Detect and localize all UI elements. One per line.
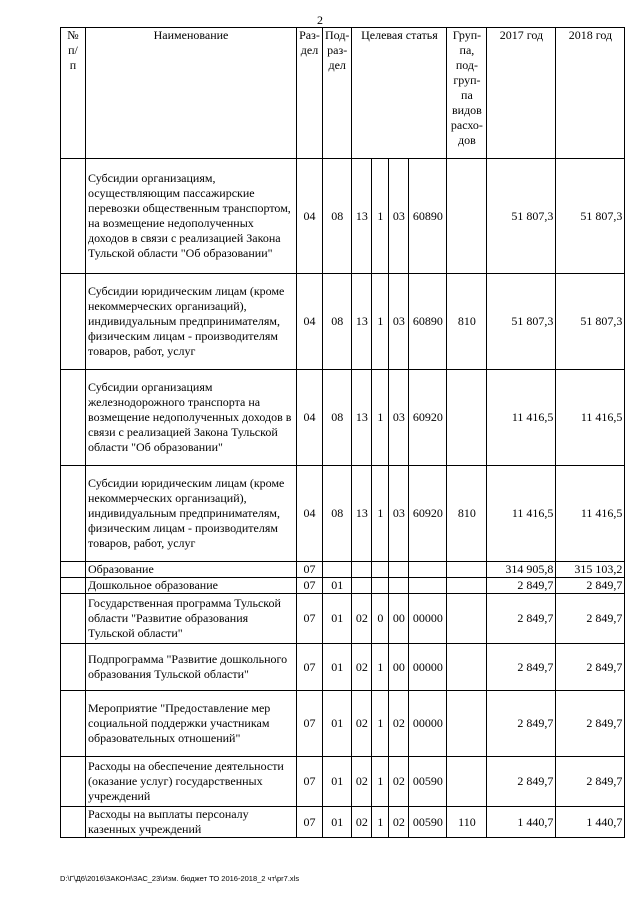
row-number-cell xyxy=(61,370,86,466)
header-podrazdel: Под- раз- дел xyxy=(323,28,352,159)
row-razdel-cell: 04 xyxy=(297,370,323,466)
header-2017: 2017 год xyxy=(487,28,556,159)
row-amount-2017-cell: 11 416,5 xyxy=(487,370,556,466)
header-razdel: Раз- дел xyxy=(297,28,323,159)
row-podrazdel-cell: 08 xyxy=(323,274,352,370)
row-name-cell: Расходы на выплаты персоналу казенных учреждений xyxy=(86,807,297,838)
row-target-event-cell: 03 xyxy=(389,274,409,370)
row-target-subprogram-cell xyxy=(372,578,389,594)
row-target-program-cell: 02 xyxy=(352,594,372,644)
row-target-subprogram-cell: 1 xyxy=(372,691,389,757)
row-razdel-cell: 07 xyxy=(297,807,323,838)
budget-table xyxy=(60,27,625,838)
row-name-cell: Расходы на обеспечение деятельности (оказание услуг) государственных учреждений xyxy=(86,757,297,807)
row-expense-group-cell xyxy=(447,578,487,594)
row-razdel-cell: 07 xyxy=(297,578,323,594)
table-row xyxy=(61,807,625,838)
row-podrazdel-cell: 01 xyxy=(323,594,352,644)
row-name-cell: Образование xyxy=(86,562,297,578)
row-number-cell xyxy=(61,274,86,370)
row-target-program-cell: 13 xyxy=(352,466,372,562)
row-amount-2017-cell: 1 440,7 xyxy=(487,807,556,838)
footer-file-path: D:\Г\Д6\2016\ЗАКОН\ЗАС_23\Изм. бюджет ТО 2016-2018_2 чт\pr7.xls xyxy=(60,874,300,883)
row-target-code-cell xyxy=(409,562,447,578)
row-target-subprogram-cell: 1 xyxy=(372,370,389,466)
row-number-cell xyxy=(61,594,86,644)
row-target-code-cell: 60890 xyxy=(409,159,447,274)
row-target-event-cell xyxy=(389,562,409,578)
row-amount-2018-cell: 315 103,2 xyxy=(556,562,625,578)
row-amount-2018-cell: 11 416,5 xyxy=(556,370,625,466)
row-name-cell: Субсидии юридическим лицам (кроме некоммерческих организаций), индивидуальным предпринимателям, физическим лицам - производителям товаров, работ, услуг xyxy=(86,274,297,370)
row-target-program-cell xyxy=(352,562,372,578)
row-name-cell: Мероприятие "Предоставление мер социальной поддержки участникам образовательных отношений" xyxy=(86,691,297,757)
row-target-subprogram-cell: 1 xyxy=(372,807,389,838)
table-row xyxy=(61,370,625,466)
row-amount-2018-cell: 2 849,7 xyxy=(556,578,625,594)
row-target-event-cell: 02 xyxy=(389,757,409,807)
row-amount-2017-cell: 51 807,3 xyxy=(487,274,556,370)
row-razdel-cell: 07 xyxy=(297,562,323,578)
row-podrazdel-cell: 01 xyxy=(323,644,352,691)
table-row xyxy=(61,757,625,807)
header-expense-group: Груп- па, под- груп- па видов расхо- дов xyxy=(447,28,487,159)
table-row xyxy=(61,466,625,562)
row-target-event-cell: 00 xyxy=(389,594,409,644)
row-target-subprogram-cell: 1 xyxy=(372,274,389,370)
row-target-code-cell: 60920 xyxy=(409,370,447,466)
row-amount-2018-cell: 11 416,5 xyxy=(556,466,625,562)
row-razdel-cell: 07 xyxy=(297,691,323,757)
row-expense-group-cell xyxy=(447,562,487,578)
row-amount-2018-cell: 51 807,3 xyxy=(556,274,625,370)
row-amount-2017-cell: 2 849,7 xyxy=(487,578,556,594)
row-podrazdel-cell: 01 xyxy=(323,757,352,807)
row-number-cell xyxy=(61,578,86,594)
row-target-event-cell: 03 xyxy=(389,159,409,274)
row-target-program-cell: 02 xyxy=(352,807,372,838)
row-target-program-cell: 13 xyxy=(352,274,372,370)
row-expense-group-cell: 810 xyxy=(447,466,487,562)
row-expense-group-cell: 110 xyxy=(447,807,487,838)
row-target-event-cell xyxy=(389,578,409,594)
row-name-cell: Государственная программа Тульской области "Развитие образования Тульской области" xyxy=(86,594,297,644)
row-target-subprogram-cell: 1 xyxy=(372,644,389,691)
row-target-code-cell: 00000 xyxy=(409,644,447,691)
row-target-subprogram-cell: 1 xyxy=(372,159,389,274)
row-amount-2017-cell: 2 849,7 xyxy=(487,757,556,807)
row-expense-group-cell xyxy=(447,757,487,807)
row-number-cell xyxy=(61,466,86,562)
row-amount-2018-cell: 51 807,3 xyxy=(556,159,625,274)
row-razdel-cell: 04 xyxy=(297,274,323,370)
header-2018: 2018 год xyxy=(556,28,625,159)
row-target-subprogram-cell: 0 xyxy=(372,594,389,644)
row-expense-group-cell: 810 xyxy=(447,274,487,370)
row-podrazdel-cell: 08 xyxy=(323,466,352,562)
table-row xyxy=(61,578,625,594)
row-expense-group-cell xyxy=(447,159,487,274)
row-target-event-cell: 00 xyxy=(389,644,409,691)
row-target-code-cell: 00000 xyxy=(409,691,447,757)
row-amount-2017-cell: 2 849,7 xyxy=(487,644,556,691)
row-target-event-cell: 03 xyxy=(389,370,409,466)
row-amount-2018-cell: 2 849,7 xyxy=(556,691,625,757)
row-number-cell xyxy=(61,807,86,838)
row-target-code-cell: 60920 xyxy=(409,466,447,562)
row-target-event-cell: 02 xyxy=(389,807,409,838)
row-razdel-cell: 07 xyxy=(297,757,323,807)
row-podrazdel-cell xyxy=(323,562,352,578)
row-target-subprogram-cell: 1 xyxy=(372,757,389,807)
table-row xyxy=(61,594,625,644)
row-expense-group-cell xyxy=(447,594,487,644)
row-expense-group-cell xyxy=(447,370,487,466)
row-razdel-cell: 04 xyxy=(297,159,323,274)
row-number-cell xyxy=(61,562,86,578)
header-target-article: Целевая статья xyxy=(352,28,447,159)
row-number-cell xyxy=(61,159,86,274)
row-razdel-cell: 07 xyxy=(297,594,323,644)
row-number-cell xyxy=(61,757,86,807)
row-name-cell: Субсидии юридическим лицам (кроме некоммерческих организаций), индивидуальным предпринимателям, физическим лицам - производителям товаров, работ, услуг xyxy=(86,466,297,562)
row-expense-group-cell xyxy=(447,644,487,691)
row-target-program-cell: 02 xyxy=(352,644,372,691)
row-target-code-cell: 00590 xyxy=(409,807,447,838)
row-podrazdel-cell: 01 xyxy=(323,691,352,757)
row-amount-2017-cell: 51 807,3 xyxy=(487,159,556,274)
row-target-code-cell: 00000 xyxy=(409,594,447,644)
row-podrazdel-cell: 08 xyxy=(323,159,352,274)
row-razdel-cell: 07 xyxy=(297,644,323,691)
header-number: № п/ п xyxy=(61,28,86,159)
row-target-program-cell: 13 xyxy=(352,370,372,466)
header-row xyxy=(61,28,625,159)
row-target-subprogram-cell: 1 xyxy=(372,466,389,562)
row-podrazdel-cell: 01 xyxy=(323,578,352,594)
row-razdel-cell: 04 xyxy=(297,466,323,562)
table-row xyxy=(61,159,625,274)
row-target-program-cell: 13 xyxy=(352,159,372,274)
row-podrazdel-cell: 08 xyxy=(323,370,352,466)
row-target-event-cell: 03 xyxy=(389,466,409,562)
table-row xyxy=(61,691,625,757)
row-amount-2017-cell: 314 905,8 xyxy=(487,562,556,578)
row-target-event-cell: 02 xyxy=(389,691,409,757)
row-amount-2018-cell: 2 849,7 xyxy=(556,644,625,691)
row-name-cell: Подпрограмма "Развитие дошкольного образования Тульской области" xyxy=(86,644,297,691)
row-target-subprogram-cell xyxy=(372,562,389,578)
row-amount-2017-cell: 11 416,5 xyxy=(487,466,556,562)
header-name: Наименование xyxy=(86,28,297,159)
table-row xyxy=(61,562,625,578)
table-row xyxy=(61,644,625,691)
row-amount-2017-cell: 2 849,7 xyxy=(487,594,556,644)
row-target-code-cell xyxy=(409,578,447,594)
row-target-program-cell: 02 xyxy=(352,757,372,807)
row-target-code-cell: 60890 xyxy=(409,274,447,370)
row-target-program-cell xyxy=(352,578,372,594)
row-name-cell: Субсидии организациям железнодорожного транспорта на возмещение недополученных доходов в связи с реализацией Закона Тульской области "Об образовании" xyxy=(86,370,297,466)
row-name-cell: Дошкольное образование xyxy=(86,578,297,594)
row-name-cell: Субсидии организациям, осуществляющим пассажирские перевозки общественным транспортом, на возмещение недополученных доходов в связи с реализацией Закона Тульской области "Об образовании" xyxy=(86,159,297,274)
row-podrazdel-cell: 01 xyxy=(323,807,352,838)
row-amount-2017-cell: 2 849,7 xyxy=(487,691,556,757)
table-row xyxy=(61,274,625,370)
row-amount-2018-cell: 2 849,7 xyxy=(556,757,625,807)
row-amount-2018-cell: 2 849,7 xyxy=(556,594,625,644)
row-number-cell xyxy=(61,691,86,757)
row-target-program-cell: 02 xyxy=(352,691,372,757)
row-number-cell xyxy=(61,644,86,691)
row-expense-group-cell xyxy=(447,691,487,757)
page-number: 2 xyxy=(317,13,323,27)
row-target-code-cell: 00590 xyxy=(409,757,447,807)
row-amount-2018-cell: 1 440,7 xyxy=(556,807,625,838)
